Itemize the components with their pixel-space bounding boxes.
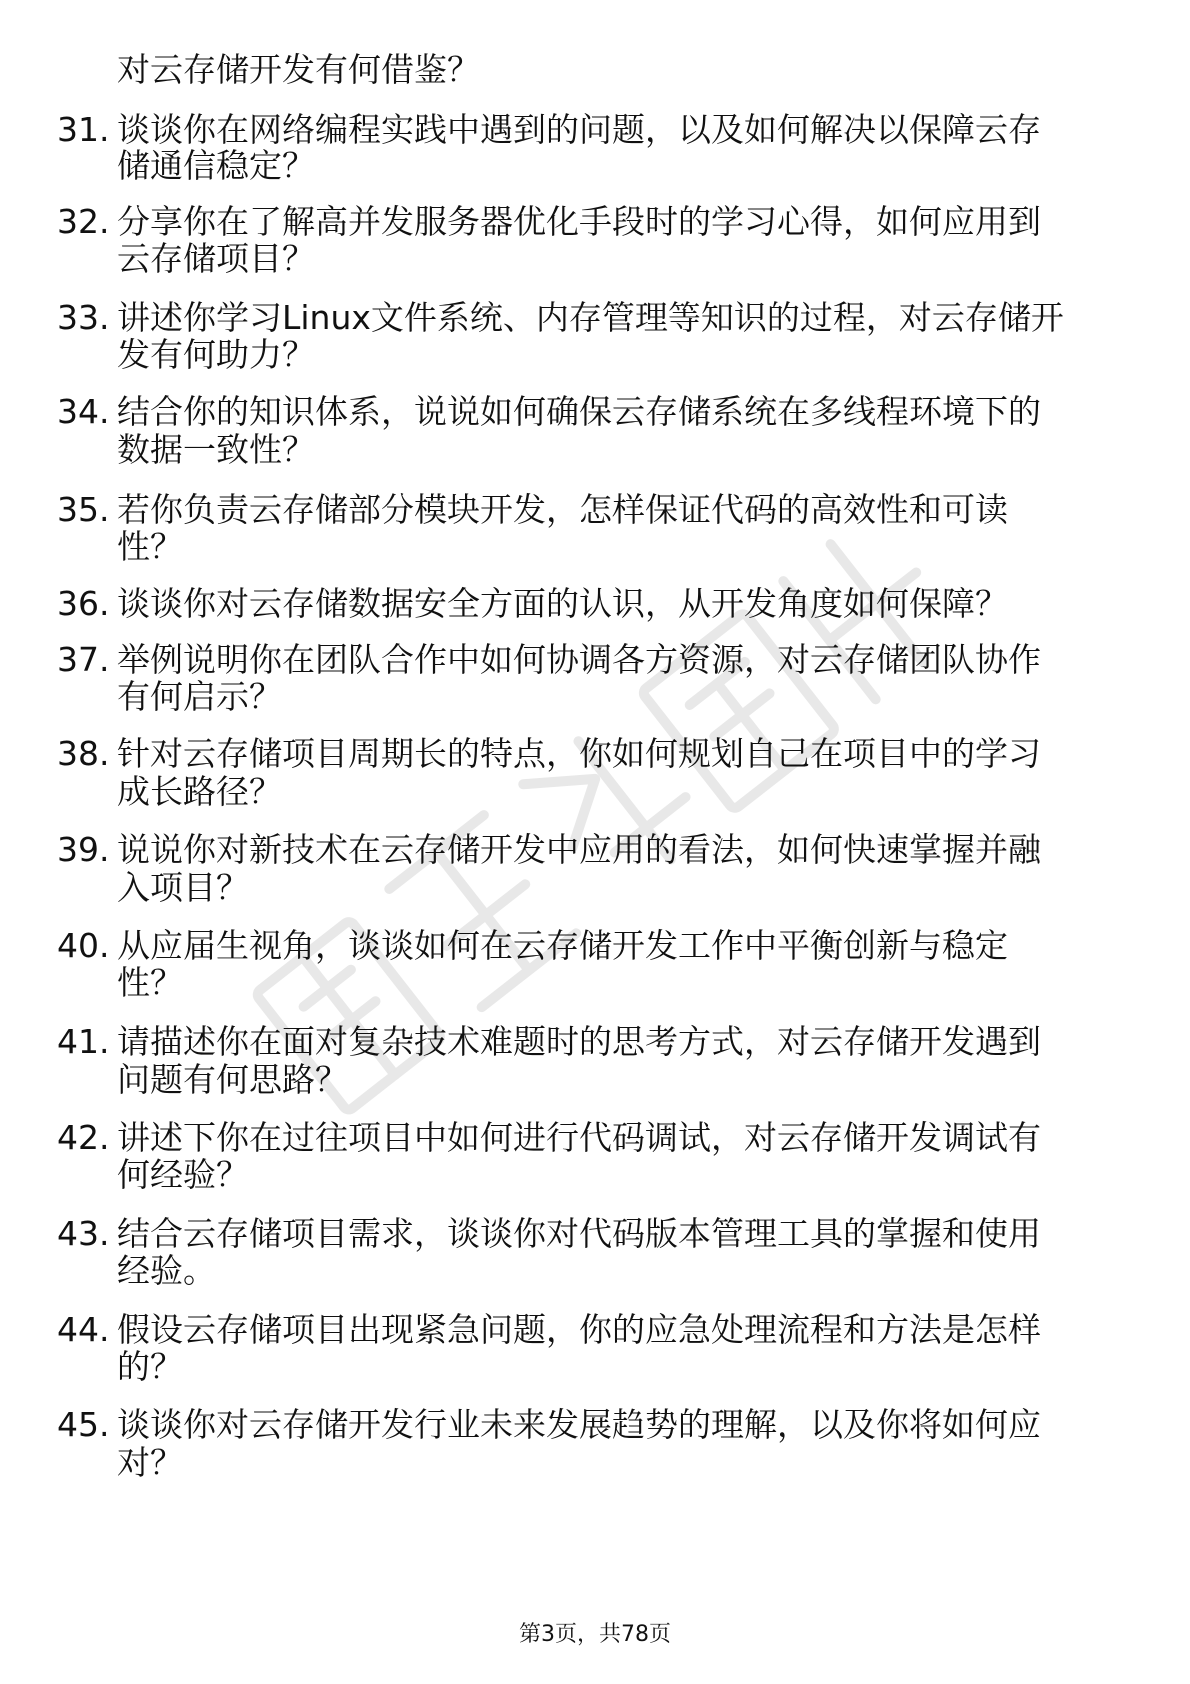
question-number: 41.: [57, 1022, 110, 1061]
question-text: 针对云存储项目周期长的特点，你如何规划自己在项目中的学习: [117, 734, 1041, 773]
question-number: 31.: [57, 110, 110, 149]
question-text: 储通信稳定？: [117, 146, 315, 185]
question-text: 经验。: [117, 1251, 216, 1290]
question-text: 结合云存储项目需求，谈谈你对代码版本管理工具的掌握和使用: [117, 1214, 1041, 1253]
continuation-line: 对云存储开发有何借鉴？: [117, 50, 480, 89]
question-number: 34.: [57, 392, 110, 431]
question-text: 成长路径？: [117, 772, 282, 811]
question-text: 若你负责云存储部分模块开发，怎样保证代码的高效性和可读: [117, 490, 1008, 529]
question-text: 对？: [117, 1443, 183, 1482]
question-text: 分享你在了解高并发服务器优化手段时的学习心得，如何应用到: [117, 202, 1041, 241]
question-text: 有何启示？: [117, 677, 282, 716]
question-text: 结合你的知识体系，说说如何确保云存储系统在多线程环境下的: [117, 392, 1041, 431]
question-text: 问题有何思路？: [117, 1060, 348, 1099]
question-text: 何经验？: [117, 1155, 249, 1194]
question-number: 42.: [57, 1118, 110, 1157]
page-footer: 第3页，共78页: [519, 1622, 671, 1647]
question-text: 数据一致性？: [117, 430, 315, 469]
question-number: 40.: [57, 926, 110, 965]
question-number: 37.: [57, 640, 110, 679]
question-text: 请描述你在面对复杂技术难题时的思考方式，对云存储开发遇到: [117, 1022, 1041, 1061]
question-number: 36.: [57, 584, 110, 623]
question-text: 讲述你学习Linux文件系统、内存管理等知识的过程，对云存储开: [117, 298, 1064, 337]
question-text: 谈谈你对云存储开发行业未来发展趋势的理解，以及你将如何应: [117, 1405, 1041, 1444]
question-text: 假设云存储项目出现紧急问题，你的应急处理流程和方法是怎样: [117, 1310, 1041, 1349]
question-text: 性？: [117, 527, 183, 566]
question-number: 43.: [57, 1214, 110, 1253]
question-number: 39.: [57, 830, 110, 869]
question-text: 性？: [117, 963, 183, 1002]
question-number: 32.: [57, 202, 110, 241]
question-number: 35.: [57, 490, 110, 529]
question-number: 38.: [57, 734, 110, 773]
question-number: 45.: [57, 1405, 110, 1444]
question-text: 云存储项目？: [117, 239, 315, 278]
question-text: 举例说明你在团队合作中如何协调各方资源，对云存储团队协作: [117, 640, 1041, 679]
question-text: 讲述下你在过往项目中如何进行代码调试，对云存储开发调试有: [117, 1118, 1041, 1157]
question-number: 33.: [57, 298, 110, 337]
question-text: 从应届生视角，谈谈如何在云存储开发工作中平衡创新与稳定: [117, 926, 1008, 965]
question-text: 的？: [117, 1347, 183, 1386]
question-text: 谈谈你在网络编程实践中遇到的问题，以及如何解决以保障云存: [117, 110, 1041, 149]
question-text: 谈谈你对云存储数据安全方面的认识，从开发角度如何保障？: [117, 584, 1008, 623]
question-number: 44.: [57, 1310, 110, 1349]
question-text: 发有何助力？: [117, 335, 315, 374]
question-text: 说说你对新技术在云存储开发中应用的看法，如何快速掌握并融: [117, 830, 1041, 869]
question-text: 入项目？: [117, 868, 249, 907]
